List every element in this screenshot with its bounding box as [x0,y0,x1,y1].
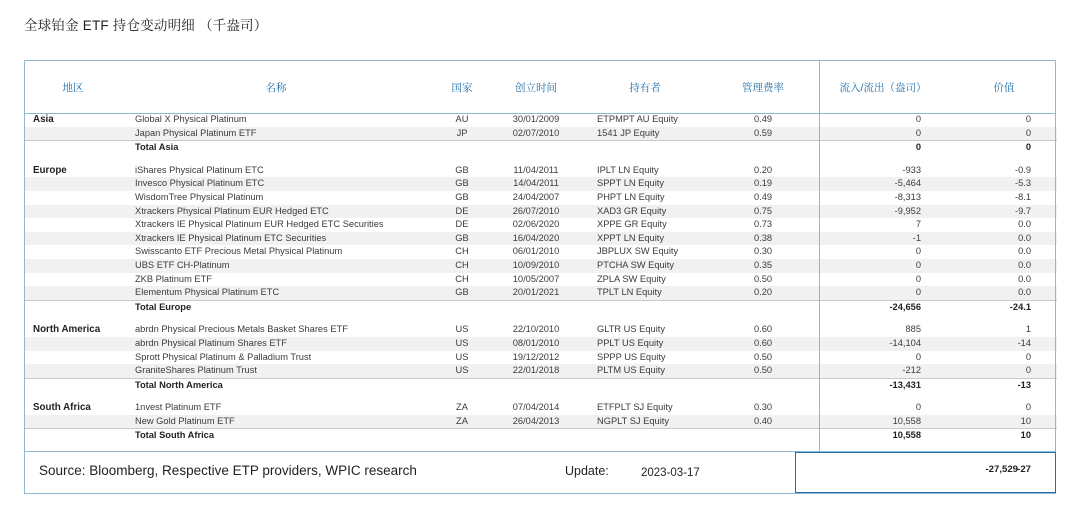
cell-value: 0.0 [1018,219,1031,230]
cell-flow: -1 [815,232,951,246]
cell-region: Europe [33,164,67,176]
table-total-row [25,300,1057,314]
cell-region [25,429,121,443]
cell-country: GB [431,232,493,246]
cell-fee: 0.20 [753,164,773,175]
update-label: Update: [565,464,609,478]
header-divider [25,113,1055,114]
table-row [25,191,1057,205]
cell-date: 24/04/2007 [512,191,560,202]
cell-flow: 0 [815,127,951,141]
table-row [25,337,1057,351]
cell-region [25,286,121,300]
cell-country [431,429,493,443]
cell-holder: PPLT US Equity [579,337,711,351]
cell-date: 14/04/2011 [493,177,579,191]
cell-value: 0.0 [1018,246,1031,257]
cell-region [25,378,121,392]
cell-date: 08/01/2010 [493,337,579,351]
group-spacer-cell [25,155,1057,164]
cell-country: US [455,324,469,335]
table-footer [25,451,1055,493]
cell-total-value: 10 [951,429,1057,443]
cell-value: -0.9 [1014,164,1031,175]
cell-name: WisdomTree Physical Platinum [135,191,264,202]
cell-value: 0.0 [951,259,1057,273]
column-header-holder: 持有者 [629,81,661,94]
column-header-date: 创立时间 [515,81,557,94]
cell-total-label: Total Europe [121,300,431,314]
cell-region [25,364,121,378]
table-total-row [25,141,1057,155]
cell-total-label: Total North America [121,378,431,392]
cell-total-label: Total South Africa [121,429,431,443]
cell-region [25,300,121,314]
cell-name: Xtrackers IE Physical Platinum EUR Hedged ETC Securities [135,219,384,230]
table-row [25,177,1057,191]
cell-holder: SPPT LN Equity [579,177,711,191]
cell-fee: 0.60 [711,337,815,351]
column-header-name: 名称 [265,81,287,94]
cell-total-value: 0 [951,141,1057,155]
cell-fee: 0.49 [753,191,773,202]
cell-date: 02/07/2010 [493,127,579,141]
source-note: Source: Bloomberg, Respective ETP providers, WPIC research [39,463,417,478]
cell-value: 0 [951,127,1057,141]
cell-date: 22/01/2018 [493,364,579,378]
cell-fee: 0.40 [711,415,815,429]
column-header-region: 地区 [62,81,84,94]
cell-name: Xtrackers IE Physical Platinum ETC Securities [121,232,431,246]
cell-region: South Africa [33,402,91,414]
cell-holder: SPPP US Equity [597,351,666,362]
cell-value: 0 [1025,402,1031,413]
cell-region [25,177,121,191]
table-row [25,127,1057,141]
table-row [25,286,1057,300]
cell-country: CH [455,246,469,257]
cell-holder: 1541 JP Equity [579,127,711,141]
cell-holder: PTCHA SW Equity [579,259,711,273]
group-spacer-cell [25,314,1057,323]
cell-date: 11/04/2011 [513,164,559,175]
cell-flow: 0 [915,114,921,124]
cell-country: US [431,364,493,378]
cell-date: 10/05/2007 [512,273,560,284]
cell-region [25,273,121,287]
cell-fee: 0.73 [753,219,773,230]
cell-total-flow: 0 [815,141,951,155]
table-total-row [25,378,1057,392]
cell-name: Sprott Physical Platinum & Palladium Trust [135,351,312,362]
cell-total-value: -24.1 [951,300,1057,314]
cell-fee: 0.35 [711,259,815,273]
cell-total-label: Total Asia [121,141,431,155]
table-row [25,232,1057,246]
cell-date: 10/09/2010 [493,259,579,273]
cell-flow: -14,104 [815,337,951,351]
cell-country: CH [455,273,469,284]
table-row [25,164,1057,178]
cell-fee: 0.50 [753,351,773,362]
cell-fee [711,141,815,155]
cell-holder [579,300,711,314]
cell-holder: XPPT LN Equity [579,232,711,246]
cell-flow: 0 [915,246,921,257]
table-row [25,415,1057,429]
cell-date: 26/07/2010 [493,205,579,219]
cell-fee: 0.75 [711,205,815,219]
cell-date: 02/06/2020 [512,219,560,230]
cell-holder: TPLT LN Equity [579,286,711,300]
cell-flow: 10,558 [815,415,951,429]
cell-name: 1nvest Platinum ETF [135,402,222,413]
cell-region [25,205,121,219]
cell-holder: JBPLUX SW Equity [597,246,679,257]
cell-flow: 885 [905,324,921,335]
group-spacer [25,392,1057,401]
cell-country: CH [431,259,493,273]
cell-holder: IPLT LN Equity [597,164,659,175]
cell-holder [579,378,711,392]
cell-holder: ZPLA SW Equity [597,273,666,284]
cell-region [25,141,121,155]
cell-fee: 0.30 [753,402,773,413]
cell-name: Global X Physical Platinum [135,114,247,124]
cell-flow: 0 [815,286,951,300]
cell-date: 06/01/2010 [512,246,560,257]
cell-fee: 0.50 [711,364,815,378]
cell-region [25,127,121,141]
cell-fee: 0.59 [711,127,815,141]
cell-region: Asia [33,114,54,125]
cell-value: 0.0 [1018,273,1031,284]
cell-date [493,378,579,392]
cell-date [493,141,579,155]
cell-date: 22/10/2010 [512,324,560,335]
cell-fee: 0.49 [753,114,773,124]
cell-date [493,300,579,314]
cell-date: 16/04/2020 [493,232,579,246]
cell-name: abrdn Physical Platinum Shares ETF [121,337,431,351]
table-total-row [25,429,1057,443]
cell-flow: -933 [902,164,921,175]
table-row [25,273,1057,287]
cell-region [25,351,121,365]
cell-holder [579,141,711,155]
cell-country: GB [431,286,493,300]
grand-total-flow: -27,529 [985,464,1018,475]
cell-fee: 0.19 [711,177,815,191]
grand-total-value: -27 [1017,464,1031,475]
column-header-flow: 流入/流出（盎司） [839,81,927,94]
column-header-value: 价值 [993,81,1015,94]
table-row [25,401,1057,415]
cell-name: ZKB Platinum ETF [135,273,212,284]
cell-total-value: -13 [951,378,1057,392]
cell-country: GB [431,177,493,191]
cell-value: -8.1 [1014,191,1031,202]
cell-value: 0.0 [951,286,1057,300]
table-row [25,259,1057,273]
cell-region [25,245,121,259]
cell-country: GB [455,164,469,175]
cell-holder [579,429,711,443]
cell-date: 19/12/2012 [512,351,560,362]
cell-value: 10 [951,415,1057,429]
cell-flow: 7 [915,219,921,230]
table-row [25,218,1057,232]
cell-name: abrdn Physical Precious Metals Basket Shares ETF [135,324,348,335]
cell-fee: 0.30 [753,246,773,257]
cell-flow: 0 [915,402,921,413]
cell-name: UBS ETF CH-Platinum [121,259,431,273]
cell-country [431,141,493,155]
column-header-fee: 管理费率 [742,81,784,94]
column-header-country: 国家 [451,81,473,94]
cell-fee [711,300,815,314]
cell-flow: 0 [915,273,921,284]
cell-date: 20/01/2021 [493,286,579,300]
cell-value: 0 [1025,351,1031,362]
cell-fee: 0.38 [711,232,815,246]
cell-holder: ETFPLT SJ Equity [597,402,673,413]
table-row [25,351,1057,365]
cell-fee: 0.50 [753,273,773,284]
cell-region [25,218,121,232]
cell-flow: -212 [815,364,951,378]
group-spacer [25,155,1057,164]
cell-holder: PHPT LN Equity [597,191,665,202]
cell-fee [711,378,815,392]
table-row [25,364,1057,378]
cell-country [431,300,493,314]
group-spacer-cell [25,392,1057,401]
numeric-block-left-rule [819,61,820,461]
cell-name: New Gold Platinum ETF [121,415,431,429]
etf-holdings-table-container [24,60,1056,494]
cell-name: Japan Physical Platinum ETF [121,127,431,141]
etf-holdings-table [25,61,1057,443]
cell-date [493,429,579,443]
cell-holder: NGPLT SJ Equity [579,415,711,429]
cell-holder: GLTR US Equity [597,324,666,335]
table-header-row [25,61,1057,113]
cell-flow: 0 [815,259,951,273]
cell-region: North America [33,324,101,336]
cell-country: ZA [456,402,468,413]
cell-value: 0.0 [951,232,1057,246]
cell-country: AU [455,114,469,124]
cell-region [25,232,121,246]
cell-value: -9.7 [951,205,1057,219]
cell-region [25,337,121,351]
cell-country: JP [431,127,493,141]
update-date: 2023-03-17 [641,467,700,479]
cell-country: DE [455,219,469,230]
cell-country: GB [455,191,469,202]
group-spacer [25,314,1057,323]
table-row [25,205,1057,219]
grand-total-box [795,452,1056,493]
cell-name: Invesco Physical Platinum ETC [121,177,431,191]
table-header [25,61,1057,113]
cell-name: GraniteShares Platinum Trust [121,364,431,378]
table-row [25,245,1057,259]
cell-total-flow: -13,431 [815,378,951,392]
table-row [25,323,1057,337]
cell-country: US [455,351,469,362]
cell-fee: 0.60 [753,324,773,335]
cell-region [25,191,121,205]
cell-value: 0 [951,364,1057,378]
cell-name: Xtrackers Physical Platinum EUR Hedged ETC [121,205,431,219]
numeric-block-right-rule [1055,61,1056,461]
cell-name: Swisscanto ETF Precious Metal Physical Platinum [135,246,343,257]
cell-country: DE [431,205,493,219]
cell-value: 1 [1025,324,1031,335]
cell-name: iShares Physical Platinum ETC [135,164,264,175]
cell-country: ZA [431,415,493,429]
cell-flow: 0 [915,351,921,362]
cell-value: 0 [1025,114,1031,124]
cell-holder: XAD3 GR Equity [579,205,711,219]
cell-fee: 0.20 [711,286,815,300]
table-body [25,113,1057,443]
cell-holder: PLTM US Equity [579,364,711,378]
cell-name: Elementum Physical Platinum ETC [121,286,431,300]
cell-holder: ETPMPT AU Equity [597,114,678,124]
cell-flow: -8,313 [894,191,921,202]
cell-total-flow: -24,656 [815,300,951,314]
cell-flow: -9,952 [815,205,951,219]
cell-date: 26/04/2013 [493,415,579,429]
cell-date: 30/01/2009 [512,114,560,124]
cell-total-flow: 10,558 [815,429,951,443]
cell-value: -5.3 [951,177,1057,191]
cell-region [25,415,121,429]
cell-date: 07/04/2014 [512,402,560,413]
cell-country: US [431,337,493,351]
cell-value: -14 [951,337,1057,351]
page-title: 全球铂金 ETF 持仓变动明细 （千盎司） [24,18,268,33]
cell-flow: -5,464 [815,177,951,191]
cell-region [25,259,121,273]
cell-holder: XPPE GR Equity [597,219,667,230]
cell-country [431,378,493,392]
cell-fee [711,429,815,443]
table-row [25,113,1057,127]
